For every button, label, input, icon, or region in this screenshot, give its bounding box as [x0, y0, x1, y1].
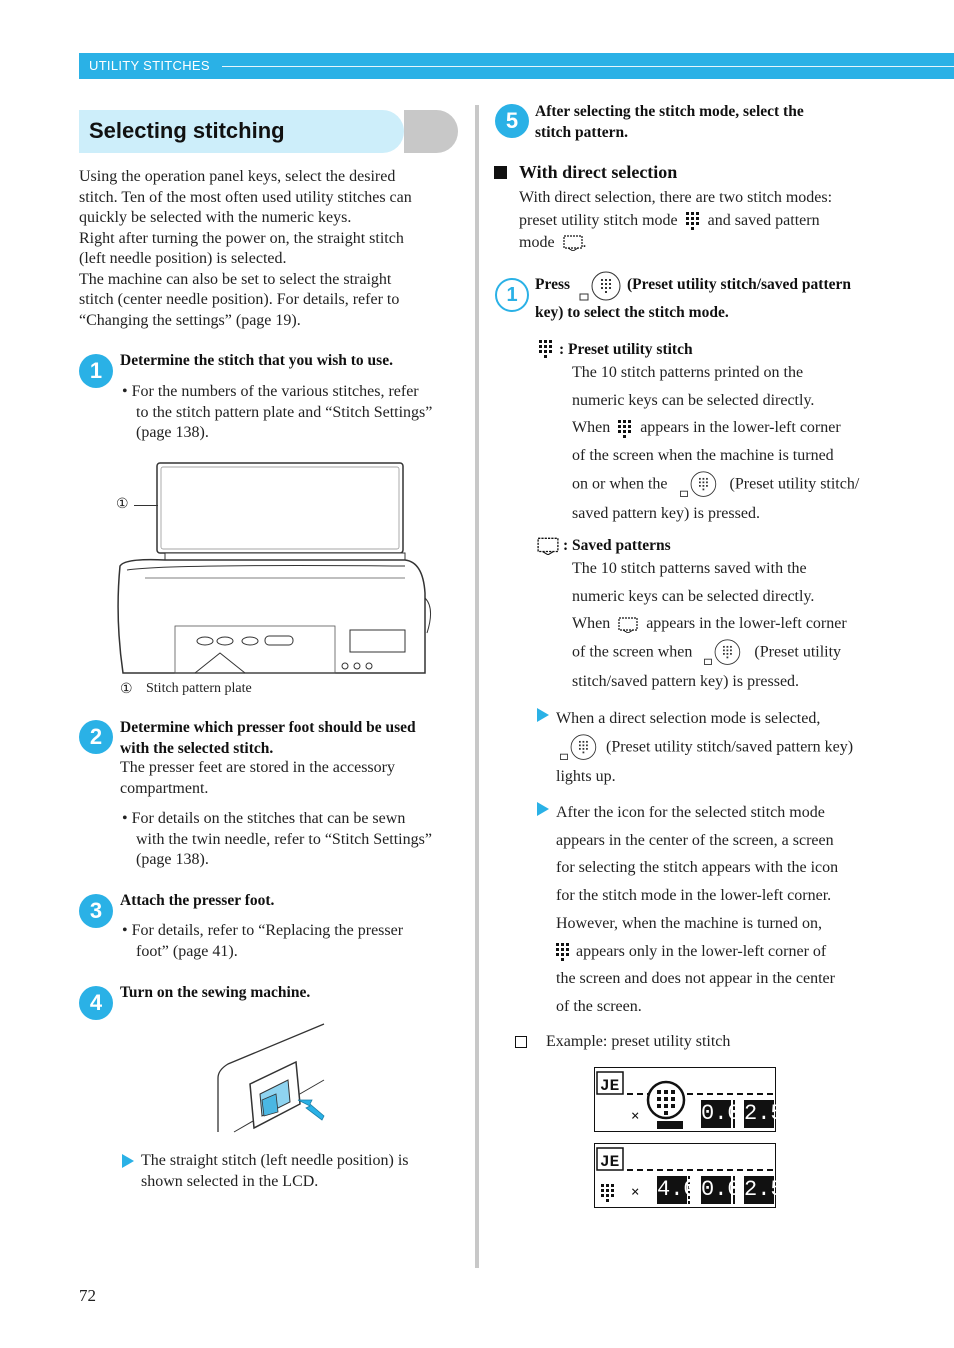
power-switch-figure: [214, 1020, 329, 1135]
lcd-screen-1: [594, 1067, 784, 1132]
svg-text:JE: JE: [600, 1153, 620, 1171]
substep-title-a: (Preset utility stitch/saved pattern: [627, 276, 851, 293]
preset-key-icon: [556, 733, 602, 763]
saved-pattern-icon: [618, 617, 638, 633]
page-title: Selecting stitching: [89, 118, 285, 143]
step-4-result: The straight stitch (left needle position) is shown selected in the LCD.: [141, 1152, 409, 1190]
callout-line: [134, 505, 158, 506]
preset-key-icon: [700, 638, 746, 668]
result-arrow-icon: [537, 708, 549, 722]
direct-text: With direct selection, there are two stitch modes: preset utility stitch mode and saved pattern mode .: [519, 189, 833, 251]
substep-title-b: key) to select the stitch mode.: [535, 304, 729, 321]
result-2-text: After the icon for the selected stitch mode appears in the center of the screen, a screen for selecting the stitch appears with the icon for the stitch mode in the lower-left corner. However, when the machine is turned on, appears only in the lower-left corner of the screen and does not appear in the center of the screen.: [556, 804, 839, 1015]
caption-number: ①: [120, 682, 133, 697]
saved-pattern-icon: [563, 235, 583, 251]
page-number: 72: [79, 1286, 96, 1305]
step-number-5: 5: [495, 104, 529, 138]
svg-text:⨯: ⨯: [631, 1109, 640, 1125]
result-1-text: When a direct selection mode is selected, (Preset utility stitch/saved pattern key) lights up.: [556, 710, 854, 785]
lcd-2-value-2: 2.5: [744, 1177, 784, 1202]
step-number-3: 3: [79, 894, 113, 928]
lcd-screen-2: [594, 1143, 784, 1208]
step-number-2: 2: [79, 720, 113, 754]
column-divider: [475, 105, 479, 1268]
substep-number-1: 1: [495, 278, 529, 312]
saved-label: : Saved patterns: [563, 537, 671, 554]
preset-description: The 10 stitch patterns printed on the numeric keys can be selected directly. When appears in the lower-left corner of the screen when the machine is turned on or when the (Preset utility stitch/ saved pattern key) is pressed.: [572, 364, 860, 522]
step-3-title: Attach the presser foot.: [120, 892, 275, 909]
step-2-text: The presser feet are stored in the accessory compartment.: [120, 759, 395, 797]
lcd-1-value-1: 0.0: [701, 1101, 741, 1126]
svg-text:JE: JE: [600, 1077, 620, 1095]
step-1-bullet: • For the numbers of the various stitches, refer to the stitch pattern plate and “Stitch Settings” (page 138).: [122, 383, 433, 441]
result-arrow-icon: [122, 1154, 134, 1168]
saved-pattern-icon: [537, 537, 559, 555]
square-bullet-icon: [494, 166, 507, 179]
example-box-icon: [515, 1036, 527, 1048]
step-number-4: 4: [79, 986, 113, 1020]
step-4-title: Turn on the sewing machine.: [120, 984, 311, 1001]
result-arrow-icon: [537, 802, 549, 816]
figure-caption: Stitch pattern plate: [146, 681, 252, 696]
lcd-2-value-1: 0.0: [701, 1177, 741, 1202]
substep-press: Press: [535, 276, 571, 293]
section-label: UTILITY STITCHES: [89, 58, 210, 73]
saved-description: The 10 stitch patterns saved with the numeric keys can be selected directly. When appears in the lower-left corner of the screen when (Preset utility stitch/saved pattern key) is pressed.: [572, 560, 847, 691]
machine-figure: [105, 458, 435, 678]
step-2-bullet: • For details on the stitches that can be sewn with the twin needle, refer to “Stitch Settings” (page 138).: [122, 810, 432, 868]
intro-text: Using the operation panel keys, select the desired stitch. Ten of the most often used utility stitches can quickly be selected with the numeric keys. Right after turning the power on, the straight stitch (left needle position) is selected. The machine can also be set to select the straight stitch (center needle position). For details, refer to “Changing the settings” (page 19).: [79, 168, 412, 329]
step-5-title: After selecting the stitch mode, select the stitch pattern.: [535, 103, 804, 141]
preset-stitch-icon: [539, 340, 553, 358]
example-label: Example: preset utility stitch: [546, 1033, 731, 1050]
step-2-title: Determine which presser foot should be used with the selected stitch.: [120, 719, 416, 757]
preset-stitch-icon: [686, 212, 700, 230]
lcd-1-value-2: 2.5: [744, 1101, 784, 1126]
step-number-1: 1: [79, 354, 113, 388]
step-1-title: Determine the stitch that you wish to use.: [120, 352, 393, 369]
step-3-bullet: • For details, refer to “Replacing the presser foot” (page 41).: [122, 922, 404, 960]
preset-label: : Preset utility stitch: [559, 341, 693, 358]
lcd-2-value-0: 4.0: [657, 1177, 697, 1202]
title-cap: [404, 110, 458, 153]
figure-callout: ①: [116, 497, 129, 512]
svg-text:⨯: ⨯: [631, 1185, 640, 1201]
header-rule: [222, 66, 954, 67]
preset-key-icon: [676, 470, 722, 500]
direct-heading: With direct selection: [519, 162, 678, 182]
preset-stitch-icon: [556, 943, 570, 961]
preset-stitch-icon: [618, 420, 632, 438]
